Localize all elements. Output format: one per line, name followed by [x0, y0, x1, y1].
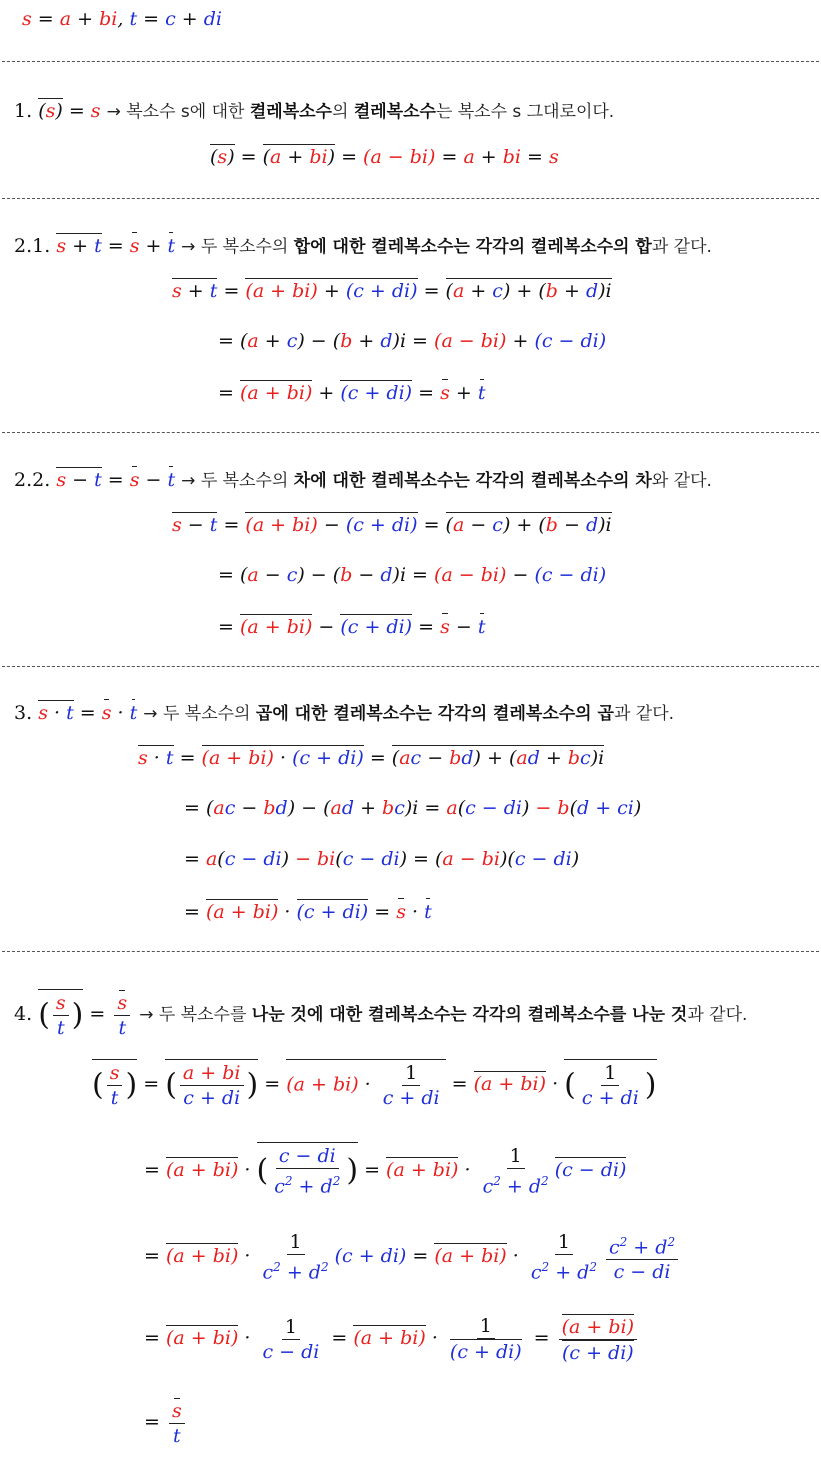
- divider: [2, 61, 819, 62]
- section-number: 4.: [14, 1003, 33, 1025]
- section-4-line-2: = (a + bi) · ( $\frac{c - di}{c^2 + d^2}$ ) = (a + bi) · $\frac{1}{c^2 + d^2}$ (c − di): [144, 1142, 626, 1198]
- divider: [2, 432, 819, 433]
- section-number: 2.2.: [14, 469, 51, 491]
- section-1-statement: 1. (s) = s → 복소수 s에 대한 켤레복소수의 켤레복소수는 복소수 s 그대로이다.: [14, 100, 615, 122]
- section-2-1-line-2: = (a + c) − (b + d)i = (a − bi) + (c − di): [218, 330, 607, 352]
- section-2-1-line-1: s + t = (a + bi) + (c + di) = (a + c) + (b + d)i: [172, 280, 612, 302]
- section-2-2-line-1: s − t = (a + bi) − (c + di) = (a − c) + (b − d)i: [172, 514, 612, 536]
- section-4-statement: 4. ( $\frac{s}{t}$ ) = $\frac{s}{t}$ → 두 복소수를 나눈 것에 대한 켤레복소수는 각각의 켤레복소수를 나눈 것과 같다.: [14, 988, 747, 1041]
- section-4-line-4: = (a + bi) · $\frac{1}{c - di}$ = (a + bi) · $\frac{1}{(c + di)}$ = $\frac{(a + bi)}{(c + di)}$: [144, 1310, 640, 1366]
- section-3-line-2: = (ac − bd) − (ad + bc)i = a(c − di) − b(d + ci): [184, 797, 642, 819]
- section-2-1-line-3: = (a + bi) + (c + di) = s + t: [218, 382, 486, 404]
- divider: [2, 666, 819, 667]
- divider: [2, 951, 819, 952]
- section-4-line-5: = $\frac{s}{t}$: [144, 1394, 188, 1450]
- section-1-derivation: (s) = (a + bi) = (a − bi) = a + bi = s: [210, 146, 559, 168]
- section-number: 3.: [14, 702, 33, 724]
- section-2-2-line-2: = (a − c) − (b − d)i = (a − bi) − (c − di): [218, 564, 607, 586]
- section-3-line-1: s · t = (a + bi) · (c + di) = (ac − bd) + (ad + bc)i: [138, 747, 605, 769]
- section-number: 2.1.: [14, 235, 51, 257]
- section-2-2-statement: 2.2. s − t = s − t → 두 복소수의 차에 대한 켤레복소수는 각각의 켤레복소수의 차와 같다.: [14, 469, 712, 491]
- divider: [2, 198, 819, 199]
- section-2-1-statement: 2.1. s + t = s + t → 두 복소수의 합에 대한 켤레복소수는 각각의 켤레복소수의 합과 같다.: [14, 235, 712, 257]
- section-3-line-3: = a(c − di) − bi(c − di) = (a − bi)(c − di): [184, 848, 580, 870]
- section-3-line-4: = (a + bi) · (c + di) = s · t: [184, 901, 432, 923]
- section-4-line-3: = (a + bi) · $\frac{1}{c^2 + d^2}$ (c + di) = (a + bi) · $\frac{1}{c^2 + d^2}$ $\frac{c^2 + d^2}{c - di}$: [144, 1228, 681, 1284]
- definition-line: s = a + bi, t = c + di: [22, 8, 222, 30]
- section-4-line-1: ( $\frac{s}{t}$ ) = ( $\frac{a + bi}{c + di}$ ) = (a + bi) · $\frac{1}{c + di}$ = (a + bi) · ( $\frac{1}{c + di}$ ): [92, 1056, 657, 1112]
- section-2-2-line-3: = (a + bi) − (c + di) = s − t: [218, 616, 486, 638]
- section-3-statement: 3. s · t = s · t → 두 복소수의 곱에 대한 켤레복소수는 각각의 켤레복소수의 곱과 같다.: [14, 702, 675, 724]
- section-number: 1.: [14, 100, 33, 122]
